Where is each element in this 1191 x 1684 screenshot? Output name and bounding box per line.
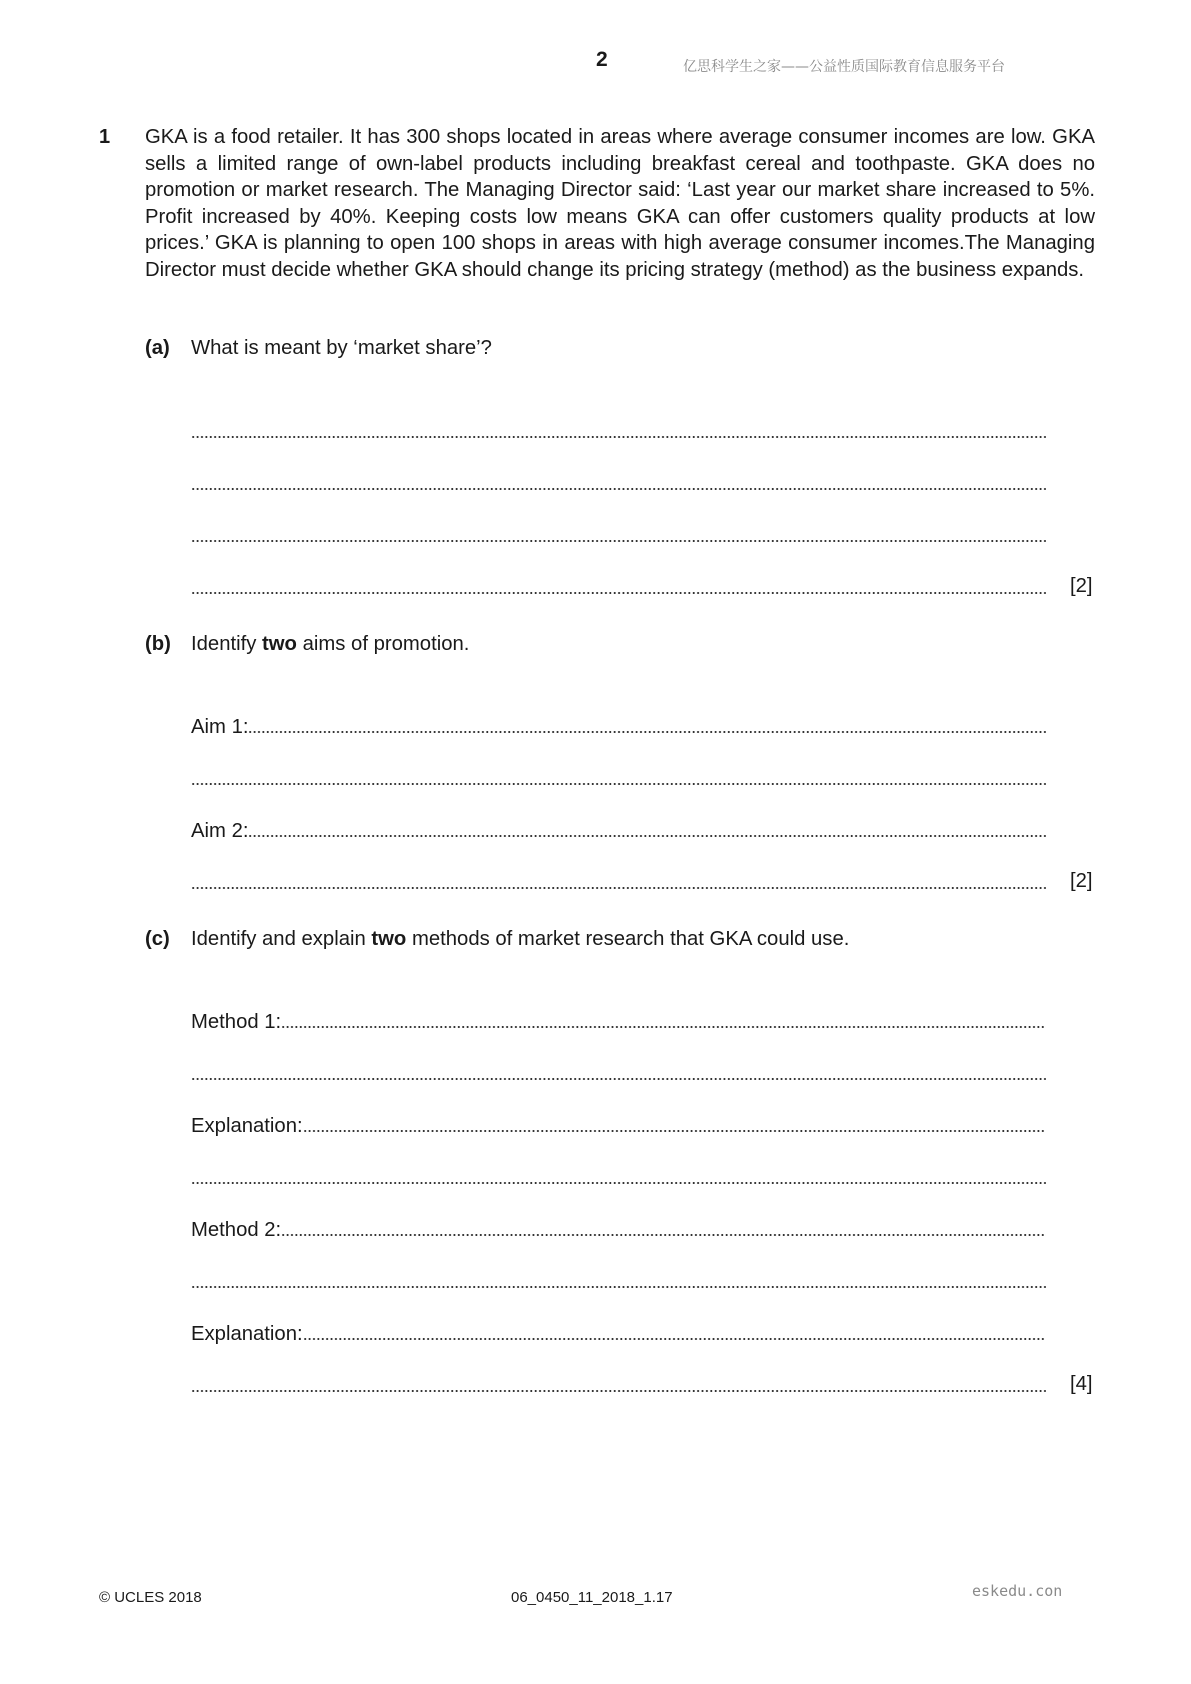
part-a-marks: [2]: [1070, 575, 1093, 597]
watermark-text: 亿思科学生之家——公益性质国际教育信息服务平台: [683, 59, 1005, 75]
aim-1-label: Aim 1:: [191, 716, 249, 738]
method-2-answer-line-continued[interactable]: [191, 1268, 1046, 1294]
aim-1-answer-line-continued[interactable]: [191, 765, 1046, 791]
copyright-notice: © UCLES 2018: [99, 1589, 202, 1606]
explanation-2-label: Explanation:: [191, 1323, 303, 1345]
aim-2-answer-line[interactable]: [191, 817, 1046, 843]
part-b-question-end: aims of promotion.: [296, 633, 470, 655]
method-1-label: Method 1:: [191, 1011, 282, 1033]
explanation-1-label: Explanation:: [191, 1115, 303, 1137]
method-1-answer-line[interactable]: [191, 1008, 1046, 1034]
part-a-answer-line[interactable]: [191, 418, 1046, 444]
part-a-answer-line[interactable]: [191, 470, 1046, 496]
part-a-question: What is meant by ‘market share’?: [191, 337, 492, 359]
method-2-label: Method 2:: [191, 1219, 282, 1241]
part-b-question: [191, 633, 469, 656]
explanation-2-answer-line[interactable]: [191, 1320, 1046, 1346]
part-b-label: (b): [145, 633, 171, 655]
explanation-1-answer-line-continued[interactable]: [191, 1164, 1046, 1190]
explanation-1-answer-line[interactable]: [191, 1112, 1046, 1138]
document-code: 06_0450_11_2018_1.17: [511, 1589, 673, 1606]
part-a-answer-line[interactable]: [191, 522, 1046, 548]
part-c-question: [191, 928, 849, 951]
page-number: 2: [596, 48, 608, 71]
part-c-marks: [4]: [1070, 1373, 1093, 1395]
part-b-marks: [2]: [1070, 870, 1093, 892]
part-c-question-end: methods of market research that GKA could use.: [406, 928, 850, 950]
aim-1-answer-line[interactable]: [191, 713, 1046, 739]
part-c-question-start: Identify and explain: [191, 928, 372, 950]
explanation-2-answer-line-continued[interactable]: [191, 1372, 1046, 1398]
site-watermark: eskedu.con: [972, 1582, 1063, 1600]
part-b-question-bold: two: [262, 633, 297, 655]
part-c-label: (c): [145, 928, 170, 950]
aim-2-label: Aim 2:: [191, 820, 249, 842]
part-b-question-start: Identify: [191, 633, 263, 655]
aim-2-answer-line-continued[interactable]: [191, 869, 1046, 895]
question-number: 1: [99, 126, 111, 148]
method-1-answer-line-continued[interactable]: [191, 1060, 1046, 1086]
part-a-label: (a): [145, 337, 170, 359]
question-stem: GKA is a food retailer. It has 300 shops located in areas where average consumer incomes are low. GKA sells a limited range of own-label products including breakfast cereal and toothpaste. GKA does no promotion or market research. The Managing Director said: ‘Last year our market share increased to 5%. Profit increased by 40%. Keeping costs low means GKA can offer customers quality products at low prices.’ GKA is planning to open 100 shops in areas with high average consumer incomes.The Managing Director must decide whether GKA should change its pricing strategy (method) as the business expands.: [145, 126, 1095, 281]
part-c-question-bold: two: [371, 928, 407, 950]
method-2-answer-line[interactable]: [191, 1216, 1046, 1242]
part-a-answer-line[interactable]: [191, 574, 1046, 600]
